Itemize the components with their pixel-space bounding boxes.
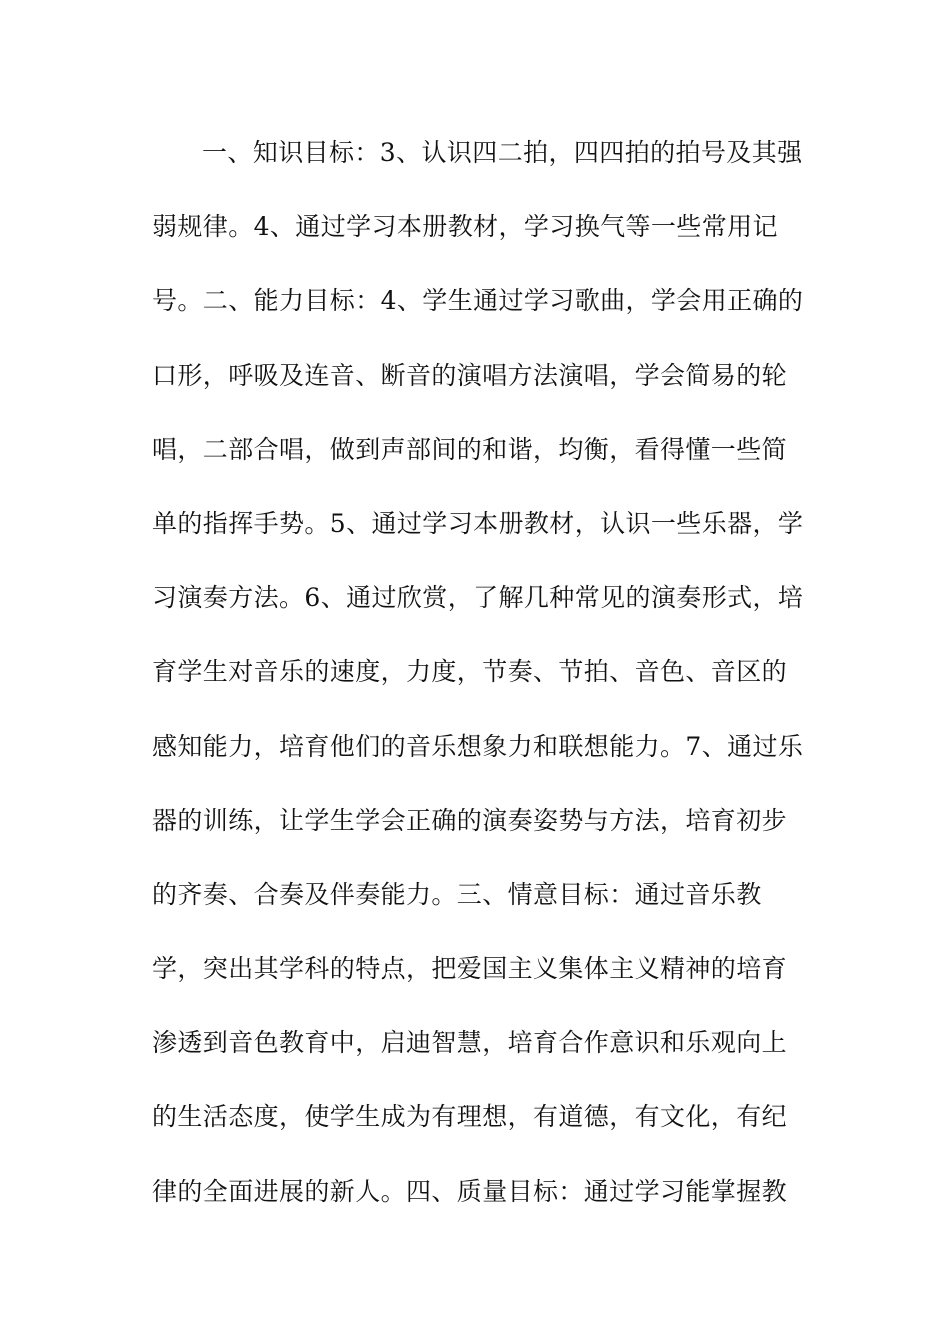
- paragraph-line: 的生活态度，使学生成为有理想，有道德，有文化，有纪: [152, 1102, 788, 1132]
- paragraph-line: 育学生对音乐的速度，力度，节奏、节拍、音色、音区的: [152, 657, 788, 687]
- paragraph-line: 学，突出其学科的特点，把爱国主义集体主义精神的培育: [152, 954, 788, 984]
- paragraph-line: 唱，二部合唱，做到声部间的和谐，均衡，看得懂一些简: [152, 434, 788, 464]
- paragraph-line: 律的全面进展的新人。四、质量目标：通过学习能掌握教: [152, 1176, 788, 1206]
- paragraph-line: 单的指挥手势。5、通过学习本册教材，认识一些乐器，学: [152, 508, 804, 538]
- paragraph-line: 渗透到音色教育中，启迪智慧，培育合作意识和乐观向上: [152, 1028, 788, 1058]
- paragraph-line: 一、知识目标：3、认识四二拍，四四拍的拍号及其强: [202, 138, 803, 167]
- paragraph-line: 口形，呼吸及连音、断音的演唱方法演唱，学会简易的轮: [152, 360, 788, 390]
- document-body: [152, 116, 812, 1229]
- paragraph-line: 习演奏方法。6、通过欣赏，了解几种常见的演奏形式，培: [152, 583, 804, 613]
- paragraph-line: 弱规律。4、通过学习本册教材，学习换气等一些常用记: [152, 212, 778, 242]
- paragraph-line: 器的训练，让学生学会正确的演奏姿势与方法，培育初步: [152, 805, 788, 835]
- paragraph-line: 号。二、能力目标：4、学生通过学习歌曲，学会用正确的: [152, 286, 804, 316]
- paragraph-line: 感知能力，培育他们的音乐想象力和联想能力。7、通过乐: [152, 731, 804, 761]
- paragraph-line: 的齐奏、合奏及伴奏能力。三、情意目标：通过音乐教: [152, 879, 762, 909]
